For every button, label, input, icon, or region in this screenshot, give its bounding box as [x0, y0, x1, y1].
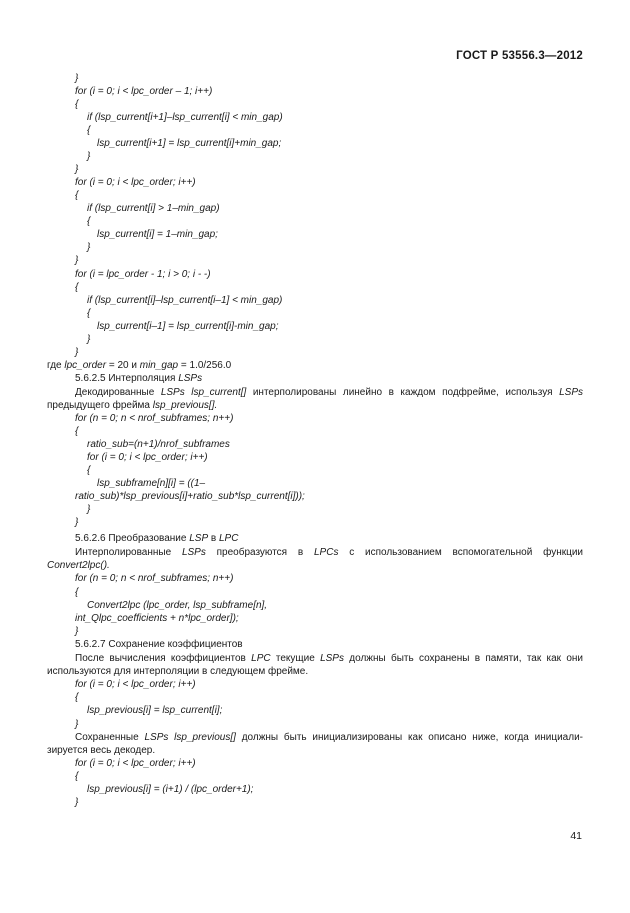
code-line: }	[75, 797, 79, 808]
text-line	[47, 399, 217, 412]
code-line: for (i = 0; i < lpc_order – 1; i++)	[75, 86, 213, 97]
code-line: if (lsp_current[i]–lsp_current[i–1] < min_gap)	[87, 295, 283, 306]
text-line	[75, 386, 583, 399]
text-line	[47, 665, 308, 678]
text-span: предыдущего фрейма	[47, 400, 153, 411]
code-line: }	[75, 719, 79, 730]
text-span: Интерполированные	[75, 547, 182, 558]
code-line: for (i = 0; i < lpc_order; i++)	[87, 452, 208, 463]
code-line: }	[75, 347, 79, 358]
code-line: }	[87, 151, 91, 162]
italic-term: LPC	[251, 653, 271, 664]
italic-term: LSPs	[178, 373, 203, 384]
code-line: lsp_current[i] = 1–min_gap;	[97, 229, 218, 240]
italic-term: LSPs	[559, 387, 583, 398]
code-line: lsp_current[i+1] = lsp_current[i]+min_gap;	[97, 138, 282, 149]
text-span: зируется весь декодер.	[47, 745, 156, 756]
text-span: должны быть инициализированы как описано ниже, когда инициали-	[235, 732, 583, 743]
italic-term: LPC	[219, 533, 239, 544]
text-line	[75, 372, 202, 385]
italic-term: Convert2lpc().	[47, 560, 110, 571]
code-line: lsp_previous[i] = lsp_current[i];	[87, 705, 223, 716]
italic-term: LPCs	[313, 547, 339, 558]
text-span: После вычисления коэффициентов	[75, 653, 252, 664]
text-line	[75, 532, 238, 545]
text-span: 5.6.2.6 Преобразование	[75, 533, 190, 544]
code-line: if (lsp_current[i+1]–lsp_current[i] < min_gap)	[87, 112, 283, 123]
text-line	[75, 652, 583, 665]
code-line: lsp_current[i–1] = lsp_current[i]-min_gap;	[97, 321, 279, 332]
text-span: Сохраненные	[75, 732, 145, 743]
code-line: }	[75, 626, 79, 637]
code-line: ratio_sub)*lsp_previous[i]+ratio_sub*lsp_current[i]));	[75, 491, 305, 502]
code-line: {	[75, 771, 79, 782]
text-span: = 20 и	[106, 360, 140, 371]
code-line: for (i = 0; i < lpc_order; i++)	[75, 679, 196, 690]
text-span: интерполированы линейно в каждом подфрейме, используя	[246, 387, 560, 398]
code-line: ratio_sub=(n+1)/nrof_subframes	[87, 439, 230, 450]
code-line: for (n = 0; n < nrof_subframes; n++)	[75, 413, 234, 424]
text-span: с использованием вспомогательной функции	[338, 547, 583, 558]
italic-term: LSPs	[181, 547, 206, 558]
code-line: int_Qlpc_coefficients + n*lpc_order]);	[75, 613, 239, 624]
code-line: for (i = 0; i < lpc_order; i++)	[75, 177, 196, 188]
code-line: {	[87, 308, 91, 319]
code-line: }	[87, 504, 91, 515]
text-span: 5.6.2.7 Сохранение коэффициентов	[75, 639, 243, 650]
code-line: {	[75, 426, 79, 437]
code-line: Convert2lpc (lpc_order, lsp_subframe[n],	[87, 600, 268, 611]
code-line: }	[87, 242, 91, 253]
text-span: = 1.0/256.0	[178, 360, 232, 371]
italic-term: LSPs	[320, 653, 344, 664]
code-line: for (i = 0; i < lpc_order; i++)	[75, 758, 196, 769]
text-span: должны быть сохранены в памяти, так как они	[343, 653, 583, 664]
code-line: }	[75, 517, 79, 528]
code-line: {	[75, 282, 79, 293]
code-line: }	[75, 164, 79, 175]
text-line	[75, 546, 583, 559]
code-line: {	[75, 692, 79, 703]
text-span: 5.6.2.5 Интерполяция	[75, 373, 179, 384]
code-line: }	[75, 255, 79, 266]
text-line	[75, 638, 243, 651]
code-line: for (n = 0; n < nrof_subframes; n++)	[75, 573, 234, 584]
italic-term: lpc_order	[64, 360, 107, 371]
text-span: текущие	[270, 653, 321, 664]
italic-term: min_gap	[139, 360, 179, 371]
code-line: }	[75, 73, 79, 84]
italic-term: LSPs lsp_current[]	[160, 387, 247, 398]
code-line: lsp_subframe[n][i] = ((1–	[97, 478, 206, 489]
text-span: преобразуются в	[205, 547, 314, 558]
text-line	[47, 359, 231, 372]
text-span: в	[208, 533, 219, 544]
text-line	[47, 744, 155, 757]
page-number: 41	[570, 830, 582, 842]
code-line: {	[75, 99, 79, 110]
code-line: {	[75, 587, 79, 598]
code-line: {	[87, 125, 91, 136]
italic-term: LSPs lsp_previous[]	[144, 732, 236, 743]
code-line: lsp_previous[i] = (i+1) / (lpc_order+1);	[87, 784, 254, 795]
italic-term: lsp_previous[].	[152, 400, 218, 411]
text-span: Декодированные	[75, 387, 161, 398]
code-line: if (lsp_current[i] > 1–min_gap)	[87, 203, 220, 214]
code-line: {	[75, 190, 79, 201]
document-header: ГОСТ Р 53556.3—2012	[456, 50, 583, 62]
text-line	[75, 731, 583, 744]
code-line: }	[87, 334, 91, 345]
italic-term: LSP	[189, 533, 209, 544]
code-line: for (i = lpc_order - 1; i > 0; i - -)	[75, 269, 211, 280]
text-line	[47, 559, 110, 572]
code-line: {	[87, 465, 91, 476]
text-span: используются для интерполяции в следующем фрейме.	[47, 666, 309, 677]
text-span: где	[47, 360, 65, 371]
code-line: {	[87, 216, 91, 227]
